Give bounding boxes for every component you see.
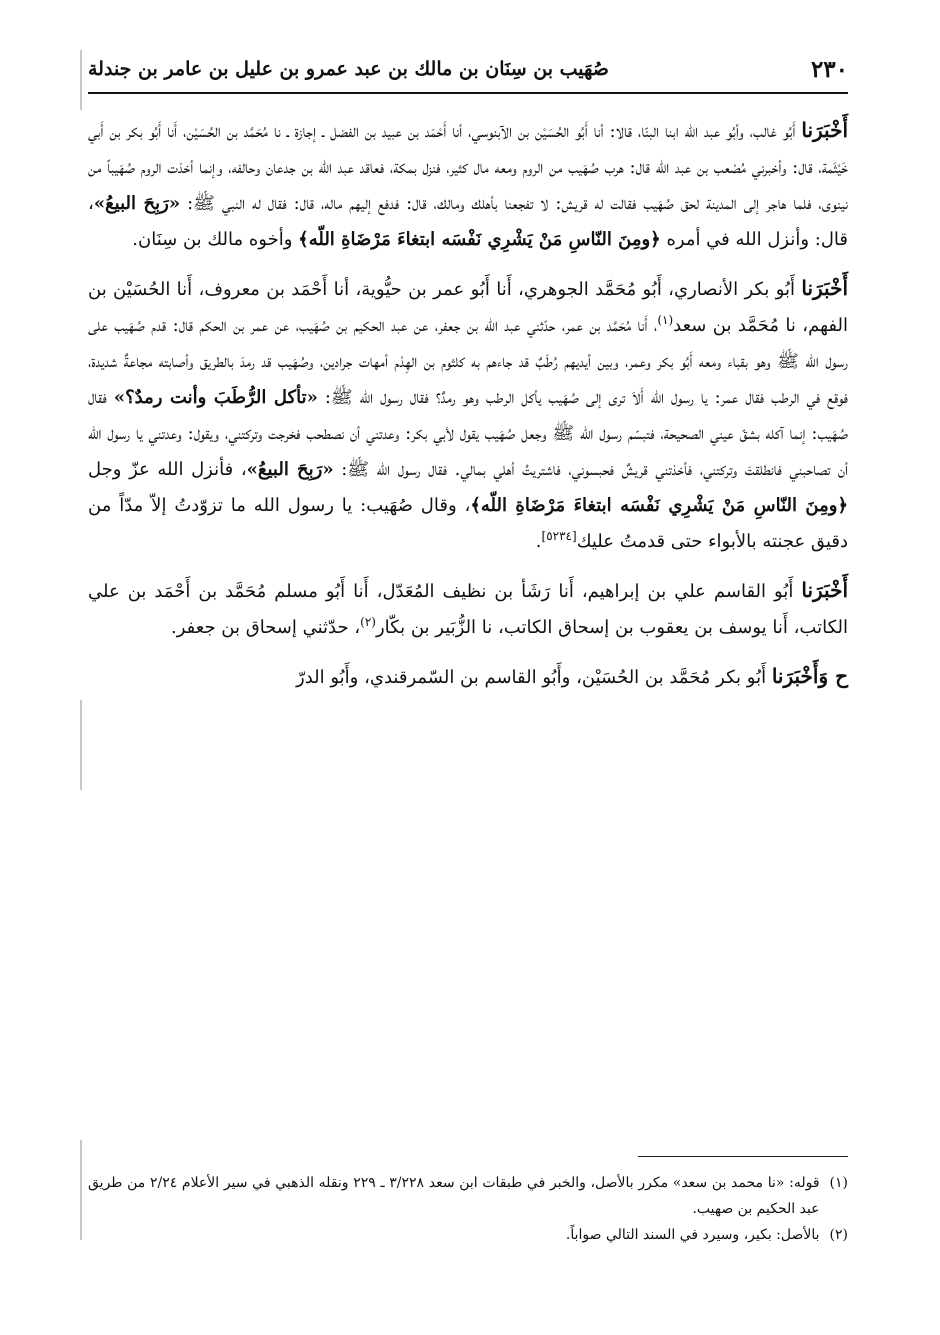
page-number: ٢٣٠ [810, 55, 848, 83]
main-text [88, 112, 848, 708]
prophet-quote: «تأكل الرُّطَبَ وأنت رمدٌ؟» [113, 387, 318, 408]
narration-text: أَبُو بكر مُحَمَّد بن الحُسَيْن، وأَبُو القاسم بن السّمرقندي، وأَبُو الدرّ [296, 667, 772, 688]
scan-edge-mark [80, 1140, 82, 1240]
footnote-reference: (٢) [360, 615, 376, 629]
footnotes [88, 1170, 848, 1248]
narration-text: أَبُو غالب، وأبُو عبد الله ابنا البنّا، قالا: أنا أَبُو الحُسَيْن بن الآبنوسي، أنا أَحْمَد بن عبيد بن الفضل ـ إجازة ـ نا مُحَمَّد بن الحُسَيْن، أَنا أَبُو بكر بن أَبي خَيْثَمة، قال: وأخبرني مُصْعب بن عبد الله قال: هرب صُهَيب من الروم ومعه مال كثير، فنزل بمكة، فعاقد عبد الله بن جدعان وحالفه، وإنما أخذت الروم صُهَيباً من نينوى، فلما هاجر إلى المدينة لحق صُهَيب فقالت له قريش: لا تفجعنا بأهلك ومالك، قال: فدفع إليهم ماله، قال: فقال له النبي ﷺ: [88, 121, 848, 214]
paragraph-4 [88, 658, 848, 696]
narration-text: ، وقال صُهَيب: يا رسول الله ما تزوّدتُ إلاّ مدّاً من دقيق عجنته بالأبواء حتى قدمتُ عليك [88, 495, 848, 552]
narration-lead: أَخْبَرَنا [801, 276, 848, 300]
paragraph-2 [88, 270, 848, 560]
narration-lead: ح وَأَخْبَرَنا [771, 664, 848, 688]
footnote-1 [88, 1170, 848, 1222]
quran-verse: ﴿ومِنَ النّاسِ مَنْ يَشْرِي نَفْسَه ابتغاءَ مَرْضَاةِ اللّه﴾ [298, 229, 661, 250]
hadith-number: [٥٢٣٤] [541, 529, 577, 543]
footnote-number: (٢) [829, 1227, 848, 1243]
page-header [88, 46, 848, 94]
prophet-quote: «رَبِحَ البيعُ» [246, 459, 334, 480]
footnote-2 [88, 1222, 848, 1248]
footnote-text: بالأصل: بكير، وسيرد في السند التالي صواباً. [565, 1227, 820, 1243]
running-title: صُهَيب بن سِنَان بن مالك بن عبد عمرو بن عليل بن عامر بن جندلة [88, 58, 609, 80]
quran-verse: ﴿ومِنَ النّاسِ مَنْ يَشْرِي نَفْسَه ابتغاءَ مَرْضَاةِ اللّه﴾ [470, 495, 848, 516]
paragraph-3 [88, 572, 848, 646]
footnote-divider [638, 1156, 848, 1157]
narration-lead: أَخْبَرَنا [801, 118, 848, 142]
scan-edge-mark [80, 50, 82, 110]
paragraph-1 [88, 112, 848, 258]
footnote-reference: (١) [657, 313, 674, 327]
narration-text: أَبُو القاسم علي بن إبراهيم، أَنا رَشَأ بن نظيف المُعَدّل، أَنا أَبُو مسلم مُحَمَّد بن أَحْمَد بن علي الكاتب، أَنا يوسف بن يعقوب بن إسحاق الكاتب، نا الزُّبَير بن بكّار [88, 581, 848, 638]
narration-text: ، فأنزل الله عزّ وجل [88, 459, 247, 480]
narration-text: فقال صُهَيب: إنما آكله بشقّ عيني الصحيحة، فتبسّم رسول الله ﷺ وجعل صُهَيب يقول لأبي بكر: وعدتني أن نصطحب فخرجت وتركتني، ويقول: وعدتني يا رسول الله أن تصاحبني فانطلقتَ وتركتني، فأخذتني قريشٌ فحبسوني، فاشتريتُ أهلي بمالي. فقال رسول الله ﷺ: [88, 387, 848, 480]
scan-edge-mark [80, 700, 82, 790]
narration-text: ، أَنا مُحَمَّد بن عمر، حدّثني عبد الله بن جعفر، عن عبد الحكيم بن صُهَيب، عن عمر بن الحكم قال: قدم صُهَيب على رسول الله ﷺ وهو بقباء ومعه أَبُو بكر وعمر، وبين أيديهم رُطَبٌ قد جاءهم به كلثوم بن الهِدْم أمهات جرادين، وصُهَيب قد رمدَ بالطريق وأصابته مجاعةٌ شديدة، فوقع في الرطب فقال عمر: يا رسول الله أَلاَ ترى إلى صُهَيب يأكل الرطب وهو رمدٌ؟ فقال رسول الله ﷺ: [88, 315, 848, 408]
footnote-text: قوله: «نا محمد بن سعد» مكرر بالأصل، والخبر في طبقات ابن سعد ٣/٢٢٨ ـ ٢٢٩ ونقله الذهبي في سير الأعلام ٢/٢٤ من طريق عبد الحكيم بن صهيب. [88, 1175, 820, 1217]
narration-lead: أَخْبَرَنا [801, 578, 848, 602]
narration-text: ، حدّثني إسحاق بن جعفر. [171, 617, 361, 638]
narration-text: أَبُو بكر الأنصاري، أَبُو مُحَمَّد الجوهري، أَنا أَبُو عمر بن حيُّوية، أنا أَحْمَد بن معروف، أَنا الحُسَيْن بن الفهم، نا مُحَمَّد بن سعد [88, 279, 848, 336]
narration-text: . [535, 531, 542, 552]
narration-text: ، قال: وأنزل الله في أمره [88, 193, 848, 250]
footnote-number: (١) [829, 1175, 848, 1191]
narration-text: وأخوه مالك بن سِنَان. [132, 229, 299, 250]
prophet-quote: «رَبِحَ البيعُ» [93, 193, 181, 214]
